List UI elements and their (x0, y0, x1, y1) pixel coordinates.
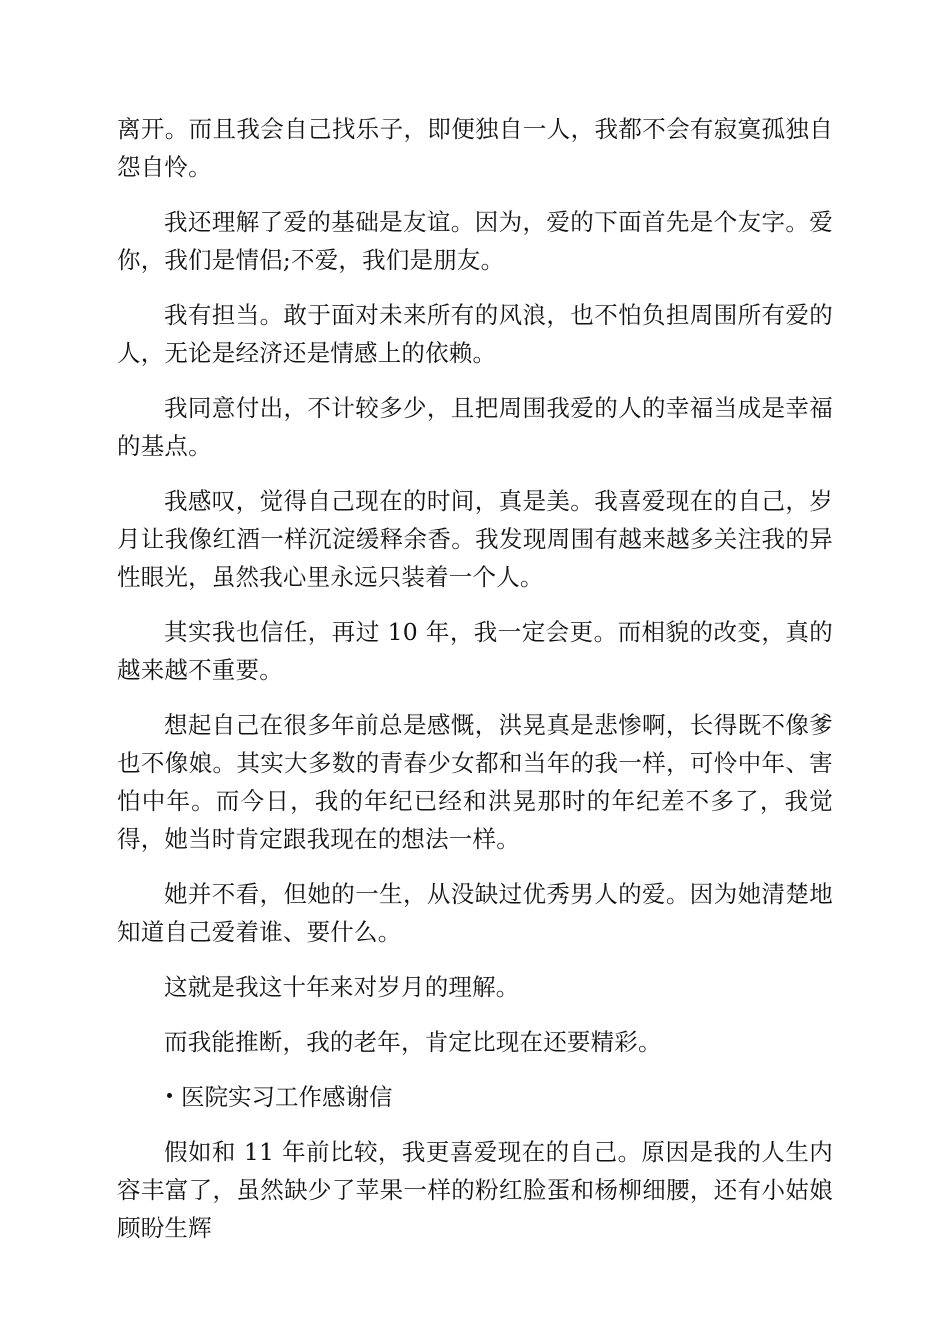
paragraph-11: 假如和 11 年前比较，我更喜爱现在的自己。原因是我的人生内容丰富了，虽然缺少了苹果一样的粉红脸蛋和杨柳细腰，还有小姑娘顾盼生辉 (117, 1138, 833, 1242)
document-page (117, 110, 833, 1264)
paragraph-10: 而我能推断，我的老年，肯定比现在还要精彩。 (164, 1028, 662, 1056)
paragraph-1: 离开。而且我会自己找乐子，即便独自一人，我都不会有寂寞孤独自怨自怜。 (117, 115, 833, 181)
section-link-item[interactable] (117, 1078, 833, 1116)
section-link-text[interactable]: 医院实习工作感谢信 (181, 1083, 393, 1111)
paragraph-4: 我同意付出，不计较多少，且把周围我爱的人的幸福当成是幸福的基点。 (117, 394, 833, 460)
paragraph-5: 我感叹，觉得自己现在的时间，真是美。我喜爱现在的自己，岁月让我像红酒一样沉淀缓释余香。我发现周围有越来越多关注我的异性眼光，虽然我心里永远只装着一个人。 (117, 487, 833, 591)
paragraph-3: 我有担当。敢于面对未来所有的风浪，也不怕负担周围所有爱的人，无论是经济还是情感上的依赖。 (117, 301, 833, 367)
paragraph-7: 想起自己在很多年前总是感慨，洪晃真是悲惨啊，长得既不像爹也不像娘。其实大多数的青春少女都和当年的我一样，可怜中年、害怕中年。而今日，我的年纪已经和洪晃那时的年纪差不多了，我觉得，她当时肯定跟我现在的想法一样。 (117, 711, 833, 853)
paragraph-2: 我还理解了爱的基础是友谊。因为，爱的下面首先是个友字。爱你，我们是情侣;不爱，我们是朋友。 (117, 208, 833, 274)
paragraph-8: 她并不看，但她的一生，从没缺过优秀男人的爱。因为她清楚地知道自己爱着谁、要什么。 (117, 880, 833, 946)
paragraph-9: 这就是我这十年来对岁月的理解。 (164, 973, 520, 1001)
paragraph-6: 其实我也信任，再过 10 年，我一定会更。而相貌的改变，真的越来越不重要。 (117, 618, 833, 684)
bullet-icon (167, 1093, 172, 1098)
